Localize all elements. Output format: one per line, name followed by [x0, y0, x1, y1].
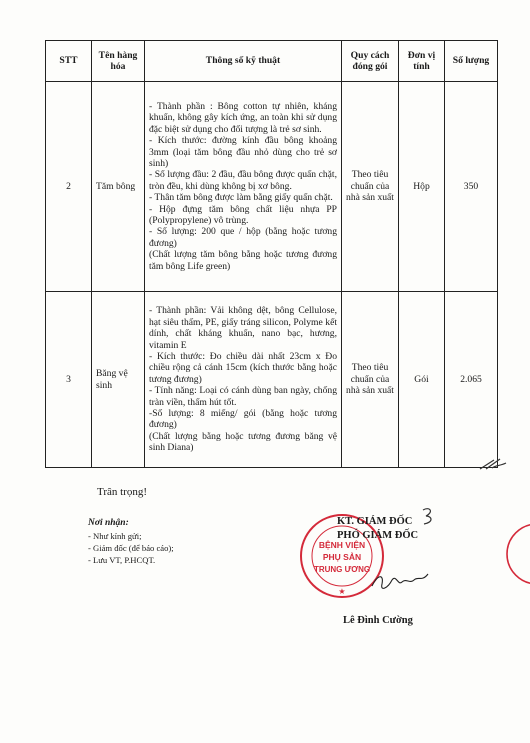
svg-text:PHỤ SẢN: PHỤ SẢN — [322, 552, 362, 562]
spec-line: - Thành phần: Vải không dệt, bông Cellulose, hạt siêu thấm, PE, giấy tráng silicon, Polyme kết dính, chất kháng khuẩn, nano bạc, hương, vitamin E — [149, 305, 337, 351]
recipient-item: - Lưu VT, P.HCQT. — [88, 555, 156, 565]
header-spec: Thông số kỹ thuật — [145, 41, 342, 82]
spec-line: - Tính năng: Loại có cánh dùng ban ngày, chống tràn viền, thấm hút tốt. — [149, 385, 337, 408]
row-unit: Gói — [399, 292, 445, 468]
row-packing: Theo tiêu chuẩn của nhà sản xuất — [342, 82, 399, 292]
header-unit: Đơn vị tính — [399, 41, 445, 82]
initials-mark-icon — [420, 506, 438, 526]
svg-text:★: ★ — [338, 587, 346, 596]
spec-line: - Kích thước: Đo chiều dài nhất 23cm x Đo chiều rộng cả cánh 15cm (kích thước bằng hoặc tương đương) — [149, 350, 337, 385]
row-item-name: Tăm bông — [92, 82, 145, 292]
header-quantity: Số lượng — [445, 41, 498, 82]
row-unit: Hộp — [399, 82, 445, 292]
row-spec — [145, 82, 342, 292]
svg-text:BỆNH VIỆN: BỆNH VIỆN — [318, 540, 366, 550]
spec-line: (Chất lượng tăm bông bằng hoặc tương đương tăm bông Life green) — [149, 249, 337, 272]
recipients-title: Nơi nhận: — [88, 518, 129, 528]
row-packing: Theo tiêu chuẩn của nhà sản xuất — [342, 292, 399, 468]
spec-line: - Hộp đựng tăm bông chất liệu nhựa PP (Polypropylene) vô trùng. — [149, 203, 337, 227]
handwritten-mark-icon — [478, 457, 508, 471]
row-stt: 3 — [46, 292, 92, 468]
row-quantity: 2.065 — [445, 292, 498, 468]
recipient-item: - Giám đốc (để báo cáo); — [88, 543, 174, 553]
row-quantity: 350 — [445, 82, 498, 292]
spec-line: - Kích thước: đường kính đầu bông khoảng 3mm (loại tăm bông đầu nhỏ dùng cho trẻ sơ sinh) — [149, 135, 337, 169]
partial-seal — [495, 518, 530, 588]
spec-line: - Thành phần : Bông cotton tự nhiên, kháng khuẩn, không gây kích ứng, an toàn khi sử dụng đặc biệt sử dụng cho đối tượng là trẻ sơ sinh. — [149, 100, 337, 135]
spec-line: -Số lượng: 8 miếng/ gói (bằng hoặc tương đương) — [149, 408, 337, 431]
signature-title-2: PHÓ GIÁM ĐỐC — [337, 530, 419, 541]
row-item-name: Băng vệ sinh — [92, 292, 145, 468]
table-row — [46, 82, 498, 292]
header-item-name: Tên hàng hóa — [92, 41, 145, 82]
goods-spec-table — [45, 40, 498, 468]
closing-greeting: Trân trọng! — [97, 486, 148, 498]
recipient-item: - Như kính gửi; — [88, 531, 142, 541]
signature-title-1: KT. GIÁM ĐỐC — [337, 516, 413, 527]
header-packing: Quy cách đóng gói — [342, 41, 399, 82]
signer-name: Lê Đình Cường — [343, 615, 413, 626]
spec-line: - Số lượng: 200 que / hộp (bằng hoặc tương đương) — [149, 226, 337, 249]
spec-line: - Số lượng đầu: 2 đầu, đầu bông được quấn chặt, tròn đều, khi dùng không bị xơ bông. — [149, 169, 337, 192]
handwritten-signature — [370, 566, 430, 596]
table-header-row — [46, 41, 498, 82]
svg-text:TRUNG ƯƠNG: TRUNG ƯƠNG — [313, 565, 371, 574]
header-stt: STT — [46, 41, 92, 82]
spec-line: - Thân tăm bông được làm bằng giấy quấn chặt. — [149, 192, 333, 204]
row-spec — [145, 292, 342, 468]
spec-line: (Chất lượng bằng hoặc tương đương băng vệ sinh Diana) — [149, 430, 337, 454]
row-stt: 2 — [46, 82, 92, 292]
table-row — [46, 292, 498, 468]
